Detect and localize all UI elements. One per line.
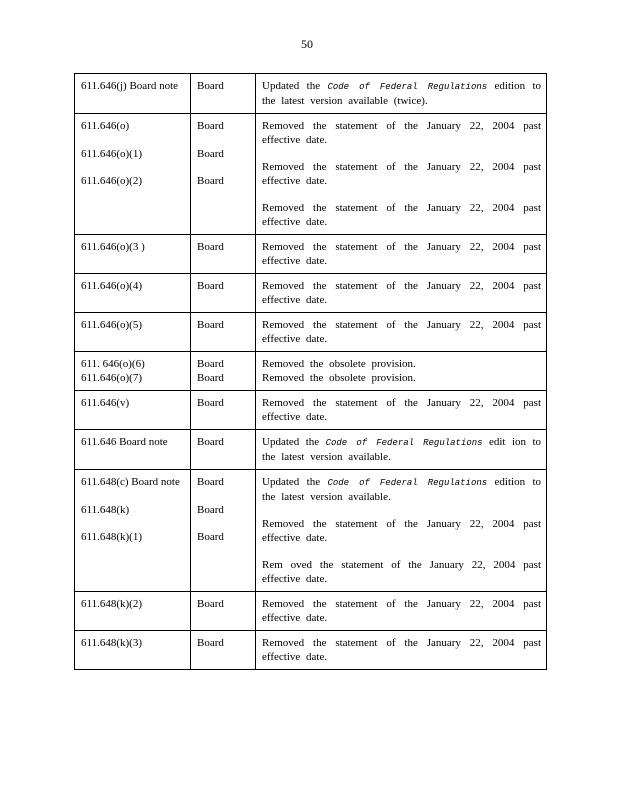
source-label: Board bbox=[197, 280, 224, 292]
change-description bbox=[262, 372, 541, 386]
description-cell bbox=[256, 74, 547, 114]
description-text: Removed the statement of the January 22, 2004 past effective date. bbox=[262, 319, 541, 345]
description-cell bbox=[256, 313, 547, 352]
section-cell bbox=[75, 631, 191, 670]
section-reference: 611.646(o)(7) bbox=[81, 371, 142, 384]
source-cell bbox=[191, 352, 256, 391]
section-cell bbox=[75, 592, 191, 631]
source-label: Board bbox=[197, 637, 224, 649]
change-description bbox=[262, 518, 541, 545]
cfr-title: Code of Federal Regulations bbox=[327, 82, 488, 92]
section-cell bbox=[75, 114, 191, 235]
table-row bbox=[75, 352, 547, 391]
description-text: Removed the statement of the January 22, 2004 past effective date. bbox=[262, 202, 541, 228]
section-reference: 611.646(o)(2) bbox=[81, 175, 142, 187]
section-cell bbox=[75, 235, 191, 274]
change-description bbox=[262, 120, 541, 147]
section-reference: 611.648(c) Board note bbox=[81, 476, 180, 488]
source-cell bbox=[191, 74, 256, 114]
description-text: Removed the statement of the January 22, 2004 past effective date. bbox=[262, 518, 541, 544]
source-label: Board bbox=[197, 147, 224, 160]
change-description bbox=[262, 598, 541, 625]
change-description bbox=[262, 559, 541, 586]
section-reference: 611.646(j) Board note bbox=[81, 80, 179, 92]
description-text: Removed the obsolete provision. bbox=[262, 358, 416, 370]
section-reference: 611.646(v) bbox=[81, 397, 130, 409]
section-cell bbox=[75, 74, 191, 114]
change-description bbox=[262, 80, 541, 108]
page-number: 50 bbox=[301, 37, 313, 51]
table-row bbox=[75, 592, 547, 631]
section-reference: 611.648(k)(2) bbox=[81, 598, 142, 610]
source-cell bbox=[191, 114, 256, 235]
change-description bbox=[262, 241, 541, 268]
change-description bbox=[262, 637, 541, 664]
section-reference: 611.648(k)(3) bbox=[81, 637, 142, 649]
description-text: Rem oved the statement of the January 22, 2004 past effective date. bbox=[262, 559, 541, 585]
section-reference: 611.646(o)(5) bbox=[81, 319, 142, 331]
description-text: Removed the statement of the January 22, 2004 past effective date. bbox=[262, 280, 541, 306]
source-label: Board bbox=[197, 80, 224, 92]
amendments-table bbox=[74, 73, 547, 670]
source-label: Board bbox=[197, 319, 224, 331]
section-reference: 611.646 Board note bbox=[81, 436, 168, 448]
section-reference: 611.646(o)(1) bbox=[81, 147, 142, 160]
description-cell bbox=[256, 391, 547, 430]
description-text: Updated the bbox=[262, 436, 326, 448]
section-reference: 611.646(o)(3 ) bbox=[81, 241, 145, 253]
source-label: Board bbox=[197, 598, 224, 610]
source-label: Board bbox=[197, 436, 224, 448]
description-cell bbox=[256, 631, 547, 670]
source-label: Board bbox=[197, 358, 224, 370]
source-cell bbox=[191, 430, 256, 470]
section-cell bbox=[75, 313, 191, 352]
table-row bbox=[75, 470, 547, 592]
table-row bbox=[75, 74, 547, 114]
description-text: Removed the statement of the January 22, 2004 past effective date. bbox=[262, 397, 541, 423]
section-cell bbox=[75, 430, 191, 470]
description-text: edition to the latest version available (twice). bbox=[262, 80, 542, 107]
change-description bbox=[262, 476, 541, 504]
description-cell bbox=[256, 274, 547, 313]
source-label: Board bbox=[197, 120, 224, 132]
table-row bbox=[75, 235, 547, 274]
section-reference: 611. 646(o)(6) bbox=[81, 358, 145, 370]
source-cell bbox=[191, 313, 256, 352]
source-label: Board bbox=[197, 175, 224, 187]
description-text: Removed the obsolete provision. bbox=[262, 371, 416, 384]
description-cell bbox=[256, 235, 547, 274]
description-text: Removed the statement of the January 22, 2004 past effective date. bbox=[262, 598, 541, 624]
description-text: Updated the bbox=[262, 476, 328, 488]
change-description bbox=[262, 358, 541, 372]
description-cell bbox=[256, 592, 547, 631]
table-row bbox=[75, 631, 547, 670]
section-cell bbox=[75, 274, 191, 313]
description-text: Removed the statement of the January 22, 2004 past effective date. bbox=[262, 161, 541, 187]
section-reference: 611.646(o) bbox=[81, 120, 130, 132]
source-label: Board bbox=[197, 241, 224, 253]
source-cell bbox=[191, 631, 256, 670]
source-label: Board bbox=[197, 531, 224, 543]
source-cell bbox=[191, 592, 256, 631]
table-row bbox=[75, 391, 547, 430]
description-text: Removed the statement of the January 22, 2004 past effective date. bbox=[262, 637, 541, 663]
section-reference: 611.648(k) bbox=[81, 503, 130, 516]
change-description bbox=[262, 202, 541, 229]
change-description bbox=[262, 161, 541, 188]
source-cell bbox=[191, 391, 256, 430]
section-cell bbox=[75, 352, 191, 391]
cfr-title: Code of Federal Regulations bbox=[327, 478, 488, 488]
change-description bbox=[262, 436, 541, 464]
section-reference: 611.648(k)(1) bbox=[81, 531, 142, 543]
description-text: Updated the bbox=[262, 80, 328, 92]
table-row bbox=[75, 430, 547, 470]
table-row bbox=[75, 114, 547, 235]
description-cell bbox=[256, 430, 547, 470]
change-description bbox=[262, 280, 541, 307]
source-label: Board bbox=[197, 503, 224, 516]
source-label: Board bbox=[197, 397, 224, 409]
description-cell bbox=[256, 352, 547, 391]
section-reference: 611.646(o)(4) bbox=[81, 280, 142, 292]
description-cell bbox=[256, 114, 547, 235]
section-cell bbox=[75, 470, 191, 592]
source-label: Board bbox=[197, 476, 224, 488]
description-cell bbox=[256, 470, 547, 592]
description-text: Removed the statement of the January 22, 2004 past effective date. bbox=[262, 120, 541, 146]
cfr-title: Code of Federal Regulations bbox=[325, 438, 483, 448]
change-description bbox=[262, 397, 541, 424]
table-row bbox=[75, 274, 547, 313]
source-label: Board bbox=[197, 371, 224, 384]
description-text: Removed the statement of the January 22, 2004 past effective date. bbox=[262, 241, 541, 267]
description-text: edit ion to the latest version available. bbox=[262, 436, 542, 463]
source-cell bbox=[191, 274, 256, 313]
change-description bbox=[262, 319, 541, 346]
section-cell bbox=[75, 391, 191, 430]
description-text: edition to the latest version available. bbox=[262, 476, 542, 503]
source-cell bbox=[191, 235, 256, 274]
source-cell bbox=[191, 470, 256, 592]
table-row bbox=[75, 313, 547, 352]
